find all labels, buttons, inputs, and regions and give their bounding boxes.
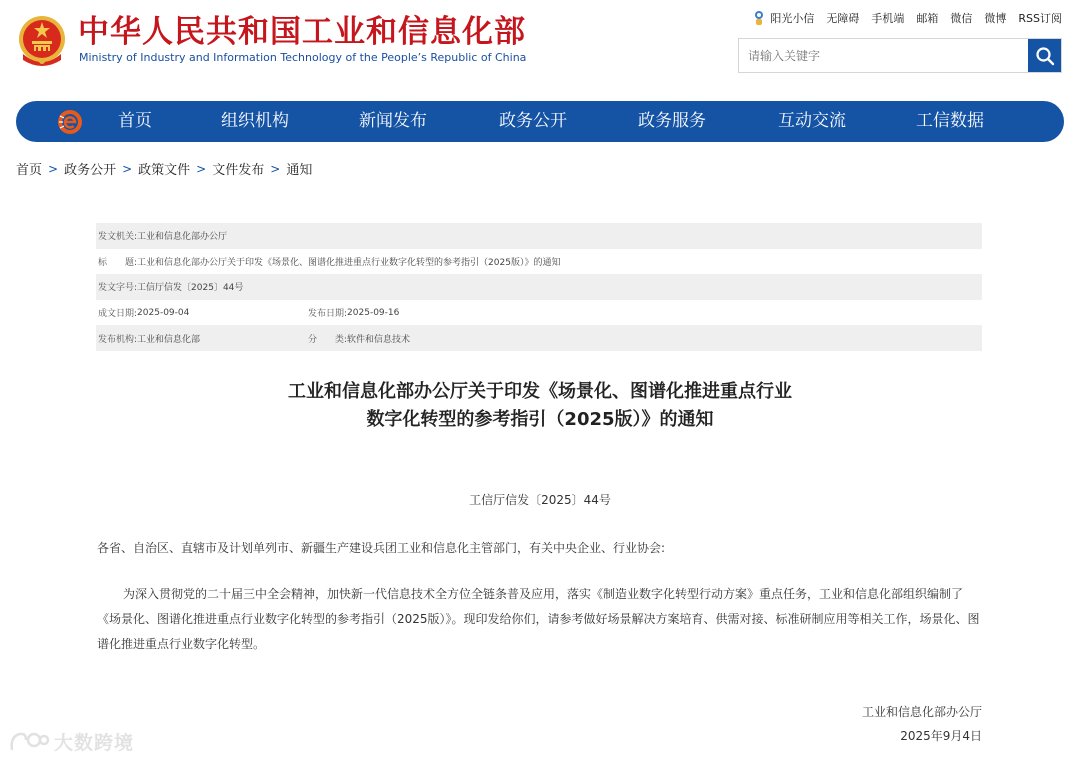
meta-published-label: 发布日期: [308,309,348,320]
meta-published-value: 2025-09-16 [347,307,400,318]
meta-number-label: 发文字号: [98,283,138,294]
breadcrumb-policy-documents[interactable]: 政策文件 [138,163,191,178]
link-rss[interactable]: RSS订阅 [1018,12,1062,25]
search-input[interactable] [739,39,1029,72]
national-emblem-icon[interactable] [17,14,67,68]
search-button[interactable] [1028,39,1061,72]
main-nav [16,101,1064,142]
breadcrumb-separator-icon: > [122,161,133,176]
mascot-icon [752,10,766,26]
meta-title-label: 标 题: [98,257,138,268]
link-sunshine-label: 阳光小信 [770,12,815,25]
watermark [8,728,134,755]
meta-published-cell [308,306,399,319]
watermark-text: 大数跨境 [54,732,135,754]
meta-row-title [96,249,982,275]
breadcrumb-file-release[interactable]: 文件发布 [212,163,265,178]
meta-org-cell [98,332,308,345]
meta-created-label: 成文日期: [98,309,138,320]
e-logo-icon[interactable] [56,108,84,136]
link-mail[interactable]: 邮箱 [916,12,939,25]
meta-title-value: 工业和信息化部办公厅关于印发《场景化、图谱化推进重点行业数字化转型的参考指引（2025版）》的通知 [137,257,561,268]
meta-number-value: 工信厅信发〔2025〕44号 [137,283,244,294]
link-accessibility[interactable]: 无障碍 [826,12,860,25]
meta-org-value: 工业和信息化部 [137,334,201,345]
meta-row-number [96,274,982,300]
breadcrumb-notice[interactable]: 通知 [286,163,313,178]
nav-home[interactable]: 首页 [118,111,152,131]
meta-category-cell [308,332,410,345]
breadcrumb-government-affairs[interactable]: 政务公开 [64,163,117,178]
document-metadata [96,223,982,351]
breadcrumb-separator-icon: > [48,161,59,176]
meta-created-value: 2025-09-04 [137,307,190,318]
search-box [738,38,1062,73]
breadcrumb-separator-icon: > [270,161,281,176]
nav-government-services[interactable]: 政务服务 [638,111,706,131]
meta-org-label: 发布机构: [98,334,138,345]
breadcrumb-home[interactable]: 首页 [16,163,43,178]
document-body: 为深入贯彻党的二十届三中全会精神，加快新一代信息技术全方位全链条普及应用，落实《制造业数字化转型行动方案》重点任务，工业和信息化部组织编制了《场景化、图谱化推进重点行业数字化转型的参考指引（2025版）》。现印发给你们，请参考做好场景解决方案培育、供需对接、标准研制应用等相关工作，场景化、图谱化推进重点行业数字化转型。 [97,587,980,651]
nav-interaction[interactable]: 互动交流 [778,111,846,131]
link-mobile[interactable]: 手机端 [871,12,905,25]
nav-data[interactable]: 工信数据 [916,111,984,131]
document-number: 工信厅信发〔2025〕44号 [469,493,611,507]
meta-category-label: 分 类: [308,334,348,345]
document-title [0,378,1080,434]
document-title-line-1: 工业和信息化部办公厅关于印发《场景化、图谱化推进重点行业 [288,381,792,402]
site-header [0,0,1080,100]
nav-government-affairs[interactable]: 政务公开 [499,111,567,131]
site-subtitle: Ministry of Industry and Information Technology of the People’s Republic of China [79,51,527,64]
document-signer: 工业和信息化部办公厅 [861,705,982,719]
document-title-line-2: 数字化转型的参考指引（2025版）》的通知 [366,409,714,430]
link-sunshine[interactable] [752,10,814,26]
top-links [752,10,1062,26]
meta-row-issuer [96,223,982,249]
breadcrumb-separator-icon: > [196,161,207,176]
meta-row-dates [96,300,982,326]
meta-issuer-label: 发文机关: [98,232,138,243]
link-weibo[interactable]: 微博 [984,12,1007,25]
meta-category-value: 软件和信息技术 [347,334,411,345]
document-salutation: 各省、自治区、直辖市及计划单列市、新疆生产建设兵团工业和信息化主管部门，有关中央企业、行业协会: [97,541,666,555]
watermark-logo-icon [8,730,50,754]
meta-row-org [96,325,982,351]
breadcrumb [16,159,312,178]
nav-organization[interactable]: 组织机构 [221,111,289,131]
meta-created-cell [98,306,308,319]
link-wechat[interactable]: 微信 [950,12,973,25]
document-date: 2025年9月4日 [900,729,982,743]
search-icon [1035,46,1055,66]
meta-issuer-value: 工业和信息化部办公厅 [137,232,228,243]
nav-news[interactable]: 新闻发布 [359,111,427,131]
site-title[interactable]: 中华人民共和国工业和信息化部 [78,14,526,50]
